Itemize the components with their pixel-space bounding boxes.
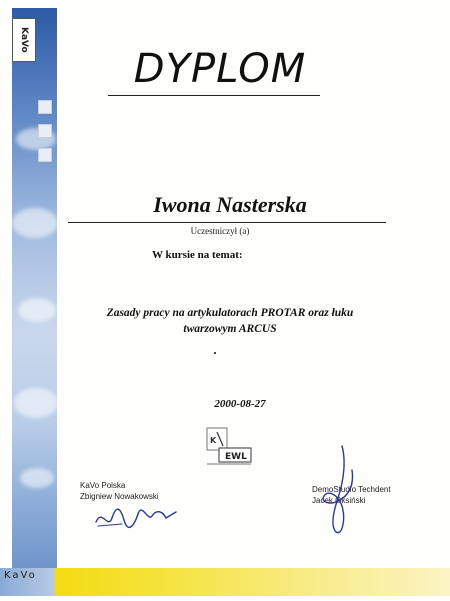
svg-text:K: K (210, 436, 217, 445)
course-title (80, 305, 380, 337)
title-underline (108, 95, 320, 96)
course-intro: W kursie na temat: (152, 249, 243, 261)
participant-label: Uczestniczył (a) (190, 226, 250, 236)
recipient-name: Iwona Nasterska (153, 192, 307, 217)
decor-square (38, 100, 52, 114)
cloud-shape (14, 388, 58, 418)
signature-right-icon (316, 440, 362, 540)
cloud-shape (20, 468, 54, 488)
diploma-title: DYPLOM (133, 46, 307, 92)
cloud-shape (12, 208, 58, 238)
kavo-bottom-logo: KaVo (4, 570, 37, 581)
signature-left-icon (92, 500, 182, 532)
center-logo-icon (205, 426, 255, 468)
decor-square (38, 124, 52, 138)
course-title-line-1: Zasady pracy na artykulatorach PROTAR oraz łuku (106, 307, 354, 319)
bottom-decor-band (0, 568, 450, 596)
cloud-shape (18, 298, 56, 322)
signatory-right-organization: DemoStudio Techdent (312, 485, 391, 494)
course-title-line-2: twarzowym ARCUS (183, 323, 277, 335)
kavo-logo-text: KaVo (19, 27, 29, 53)
kavo-logo (12, 18, 36, 62)
sky-decor-strip (12, 8, 57, 568)
signatory-left (80, 480, 220, 502)
signatory-left-person: Zbigniew Nowakowski (80, 492, 159, 501)
issue-date: 2000-08-27 (214, 398, 266, 410)
signatory-left-organization: KaVo Polska (80, 481, 126, 490)
center-badge-text: EWL (225, 452, 247, 462)
signatory-right-person: Jacek Oksiński (312, 496, 366, 505)
stray-mark (214, 352, 216, 354)
decor-square (38, 148, 52, 162)
name-underline (68, 222, 386, 223)
